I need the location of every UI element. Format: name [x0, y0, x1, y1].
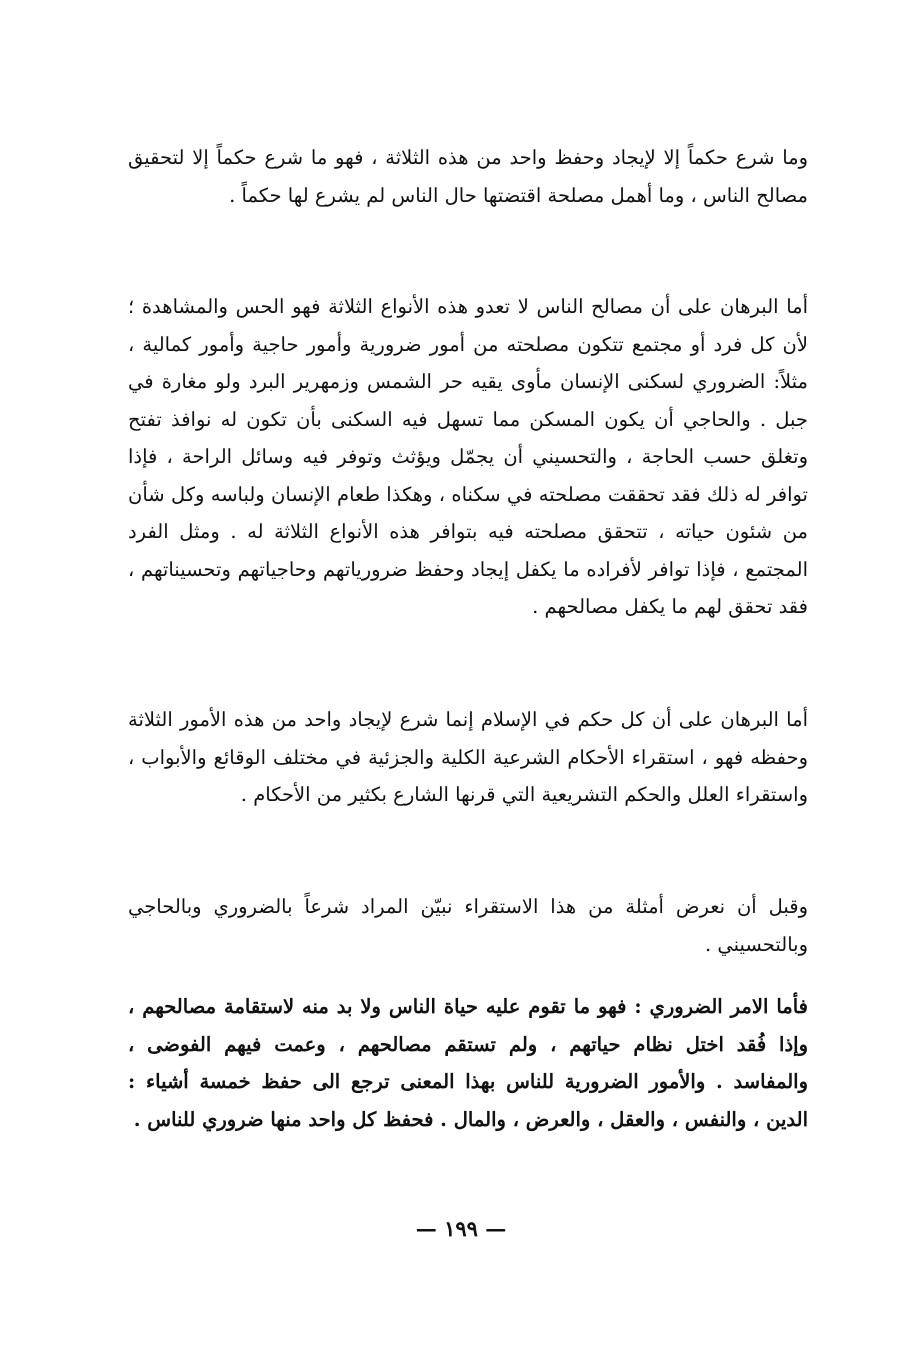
paragraph-before-examples: وقبل أن نعرض أمثلة من هذا الاستقراء نبيّن المراد شرعاً بالضروري وبالحاجي وبالتحسيني . [128, 895, 808, 956]
page-number: — ١٩٩ — [415, 1216, 507, 1241]
paragraph-proof-of-rulings: أما البرهان على أن كل حكم في الإسلام إنما شرع لإيجاد واحد من هذه الأمور الثلاثة وحفظه فهو ، استقراء الأحكام الشرعية الكلية والجزئية في مختلف الوقائع والأبواب ، واستقراء العلل والحكم التشريعية التي قرنها الشارع بكثير من الأحكام . [128, 708, 808, 806]
paragraph-proof-of-interests: أما البرهان على أن مصالح الناس لا تعدو هذه الأنواع الثلاثة فهو الحس والمشاهدة ؛ لأن كل فرد أو مجتمع تتكون مصلحته من أمور ضرورية وأمور حاجية وأمور كمالية ، مثلاً: الضروري لسكنى الإنسان مأوى يقيه حر الشمس وزمهرير البرد ولو مغارة في جبل . والحاجي أن يكون المسكن مما تسهل فيه السكنى بأن تكون له نوافذ تفتح وتغلق حسب الحاجة ، والتحسيني أن يجمّل ويؤثث وتوفر فيه وسائل الراحة ، فإذا توافر له ذلك فقد تحققت مصلحته في سكناه ، وهكذا طعام الإنسان ولباسه وكل شأن من شئون حياته ، تتحقق مصلحته فيه بتوافر هذه الأنواع الثلاثة له . ومثل الفرد المجتمع ، فإذا توافر لأفراده ما يكفل إيجاد وحفظ ضرورياتهم وحاجياتهم وتحسيناتهم ، فقد تحقق لهم ما يكفل مصالحهم . [128, 295, 808, 618]
paragraph-necessary-matter: فأما الامر الضروري : فهو ما تقوم عليه حياة الناس ولا بد منه لاستقامة مصالحهم ، وإذا فُقد اختل نظام حياتهم ، ولم تستقم مصالحهم ، وعمت فيهم الفوضى ، والمفاسد . والأمور الضرورية للناس بهذا المعنى ترجع الى حفظ خمسة أشياء : الدين ، والنفس ، والعقل ، والعرض ، والمال . فحفظ كل واحد منها ضروري للناس . [128, 995, 808, 1131]
paragraph-intro-conclusion: وما شرع حكماً إلا لإيجاد وحفظ واحد من هذه الثلاثة ، فهو ما شرع حكماً إلا لتحقيق مصالح الناس ، وما أهمل مصلحة اقتضتها حال الناس لم يشرع لها حكماً . [128, 146, 808, 207]
